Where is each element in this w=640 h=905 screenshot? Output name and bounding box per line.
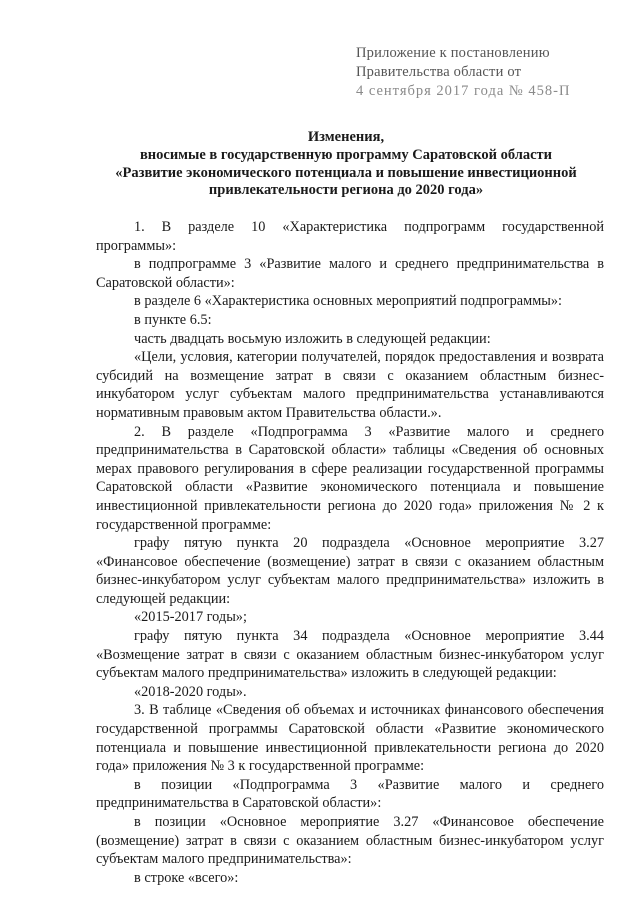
appendix-line-2: Правительства области от xyxy=(356,64,522,80)
paragraph: «2015-2017 годы»; xyxy=(134,609,247,626)
document-body xyxy=(96,218,604,887)
paragraph: в строке «всего»: xyxy=(134,869,239,886)
paragraph: 3. В таблице «Сведения об объемах и источниках финансового обеспечения государственной программы Саратовской области «Развитие экономического потенциала и повышение инвестиционной привлекательности региона до 2020 года» приложения № 3 к государственной программе: xyxy=(96,702,604,775)
title-line-1: Изменения, xyxy=(307,129,385,145)
appendix-note xyxy=(356,44,570,101)
paragraph: в пункте 6.5: xyxy=(134,311,212,328)
title-line-4: привлекательности региона до 2020 года» xyxy=(208,182,484,199)
paragraph: 1. В разделе 10 «Характеристика подпрограмм государственной программы»: xyxy=(96,219,604,254)
paragraph: в разделе 6 «Характеристика основных мероприятий подпрограммы»: xyxy=(134,293,562,310)
paragraph: в позиции «Подпрограмма 3 «Развитие малого и среднего предпринимательства в Саратовской области»: xyxy=(96,776,604,812)
paragraph: в подпрограмме 3 «Развитие малого и среднего предпринимательства в Саратовской области»: xyxy=(96,256,604,291)
appendix-line-1: Приложение к постановлению xyxy=(356,45,550,61)
paragraph: в позиции «Основное мероприятие 3.27 «Финансовое обеспечение (возмещение) затрат в связи с оказанием областным бизнес-инкубатором услуг субъектам малого предпринимательства»: xyxy=(96,814,604,868)
paragraph: часть двадцать восьмую изложить в следующей редакции: xyxy=(134,330,491,347)
appendix-line-3: 4 сентября 2017 года № 458-П xyxy=(356,83,571,99)
title-line-2: вносимые в государственную программу Саратовской области xyxy=(139,146,553,163)
paragraph: «Цели, условия, категории получателей, порядок предоставления и возврата субсидий на возмещение затрат в связи с оказанием областным бизнес-инкубатором услуг субъектам малого предпринимательства устанавливаются нормативным правовым актом Правительства области.». xyxy=(96,349,604,421)
title-line-3: «Развитие экономического потенциала и повышение инвестиционной xyxy=(115,164,577,181)
paragraph: 2. В разделе «Подпрограмма 3 «Развитие малого и среднего предпринимательства в Саратовской области» таблицы «Сведения об основных мерах правового регулирования в сфере реализации государственной программы Саратовской области «Развитие экономического потенциала и повышение инвестиционной привлекательности региона до 2020 года» приложения № 2 к государственной программе: xyxy=(96,423,604,533)
document-title xyxy=(96,129,596,200)
paragraph: графу пятую пункта 20 подраздела «Основное мероприятие 3.27 «Финансовое обеспечение (возмещение) затрат в связи с оказанием областным бизнес-инкубатором услуг субъектам малого предпринимательства» изложить в следующей редакции: xyxy=(96,535,604,607)
paragraph: «2018-2020 годы». xyxy=(134,683,247,700)
paragraph: графу пятую пункта 34 подраздела «Основное мероприятие 3.44 «Возмещение затрат в связи с оказанием областным бизнес-инкубатором услуг субъектам малого предпринимательства» изложить в следующей редакции: xyxy=(96,628,604,682)
